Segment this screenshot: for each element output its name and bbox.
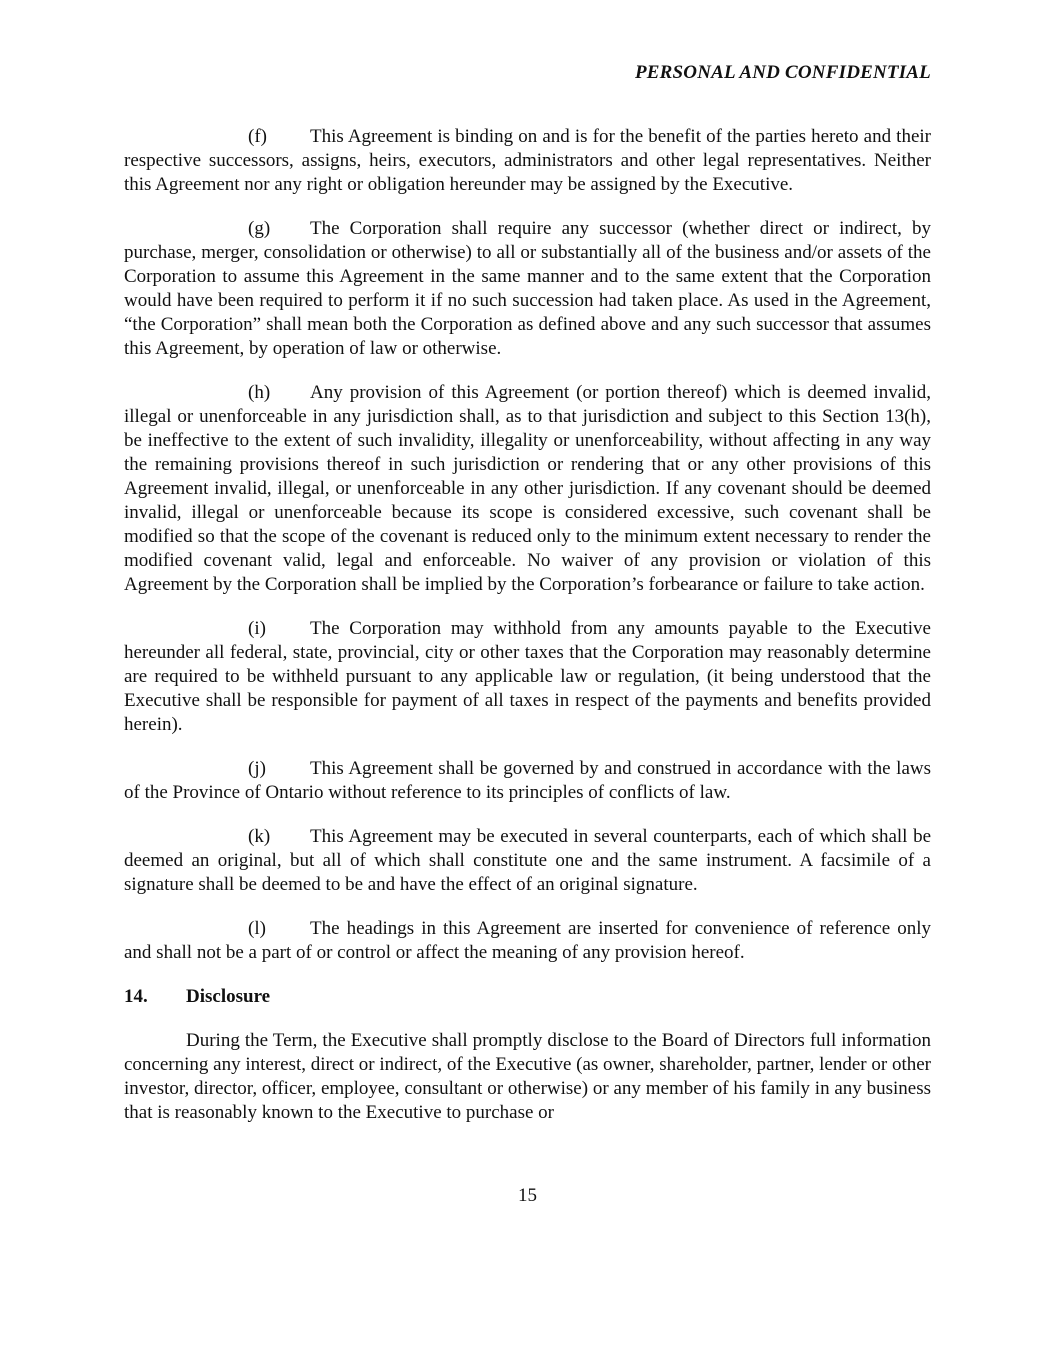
clause-label: (g) bbox=[248, 218, 271, 239]
clause-label: (l) bbox=[248, 918, 266, 939]
section-number: 14. bbox=[124, 986, 148, 1007]
section-14-paragraph: During the Term, the Executive shall promptly disclose to the Board of Directors full information concerning any interest, direct or indirect, of the Executive (as owner, shareholder, partner, lender or other investor, director, officer, employee, consultant or otherwise) or any member of his family in any business that is reasonably known to the Executive to purchase or bbox=[124, 1030, 931, 1123]
clause-text: The Corporation shall require any successor (whether direct or indirect, by purchase, merger, consolidation or otherwise) to all or substantially all of the business and/or assets of the Corporation to assume this Agreement in the same manner and to the same extent that the Corporation would have been required to perform it if no such succession had taken place. As used in the Agreement, “the Corporation” shall mean both the Corporation as defined above and any such successor that assumes this Agreement, by operation of law or otherwise. bbox=[124, 218, 931, 359]
clause-i bbox=[124, 617, 931, 737]
clause-label: (k) bbox=[248, 826, 271, 847]
clause-j bbox=[124, 757, 931, 805]
clause-l bbox=[124, 917, 931, 965]
section-title: Disclosure bbox=[186, 986, 271, 1007]
clause-text: The headings in this Agreement are inserted for convenience of reference only and shall not be a part of or control or affect the meaning of any provision hereof. bbox=[124, 918, 931, 963]
page-number: 15 bbox=[518, 1185, 537, 1206]
clause-text: This Agreement may be executed in several counterparts, each of which shall be deemed an original, but all of which shall constitute one and the same instrument. A facsimile of a signature shall be deemed to be and have the effect of an original signature. bbox=[124, 826, 931, 895]
clause-text: The Corporation may withhold from any amounts payable to the Executive hereunder all federal, state, provincial, city or other taxes that the Corporation may reasonably determine are required to be withheld pursuant to any applicable law or regulation, (it being understood that the Executive shall be responsible for payment of all taxes in respect of the payments and benefits provided herein). bbox=[124, 618, 931, 735]
clause-g bbox=[124, 217, 931, 361]
clause-text: This Agreement is binding on and is for the benefit of the parties hereto and their respective successors, assigns, heirs, executors, administrators and other legal representatives. Neither this Agreement nor any right or obligation hereunder may be assigned by the Executive. bbox=[124, 126, 931, 195]
clause-k bbox=[124, 825, 931, 897]
page-header: PERSONAL AND CONFIDENTIAL bbox=[634, 62, 931, 83]
clause-f bbox=[124, 125, 931, 197]
document-body bbox=[124, 125, 931, 1145]
clause-label: (f) bbox=[248, 126, 267, 147]
section-heading-disclosure bbox=[124, 985, 931, 1009]
clause-text: Any provision of this Agreement (or portion thereof) which is deemed invalid, illegal or unenforceable in any jurisdiction shall, as to that jurisdiction and subject to this Section 13(h), be ineffective to the extent of such invalidity, illegality or unenforceability, without affecting in any way the remaining provisions thereof in such jurisdiction or rendering that or any other provisions of this Agreement invalid, illegal, or unenforceable in any other jurisdiction. If any covenant should be deemed invalid, illegal or unenforceable because its scope is considered excessive, such covenant shall be modified so that the scope of the covenant is reduced only to the minimum extent necessary to render the modified covenant valid, legal and enforceable. No waiver of any provision or violation of this Agreement by the Corporation shall be implied by the Corporation’s forbearance or failure to take action. bbox=[124, 382, 931, 595]
clause-text: This Agreement shall be governed by and construed in accordance with the laws of the Province of Ontario without reference to its principles of conflicts of law. bbox=[124, 758, 931, 803]
clause-label: (j) bbox=[248, 758, 266, 779]
clause-label: (i) bbox=[248, 618, 266, 639]
clause-h bbox=[124, 381, 931, 597]
clause-label: (h) bbox=[248, 382, 271, 403]
